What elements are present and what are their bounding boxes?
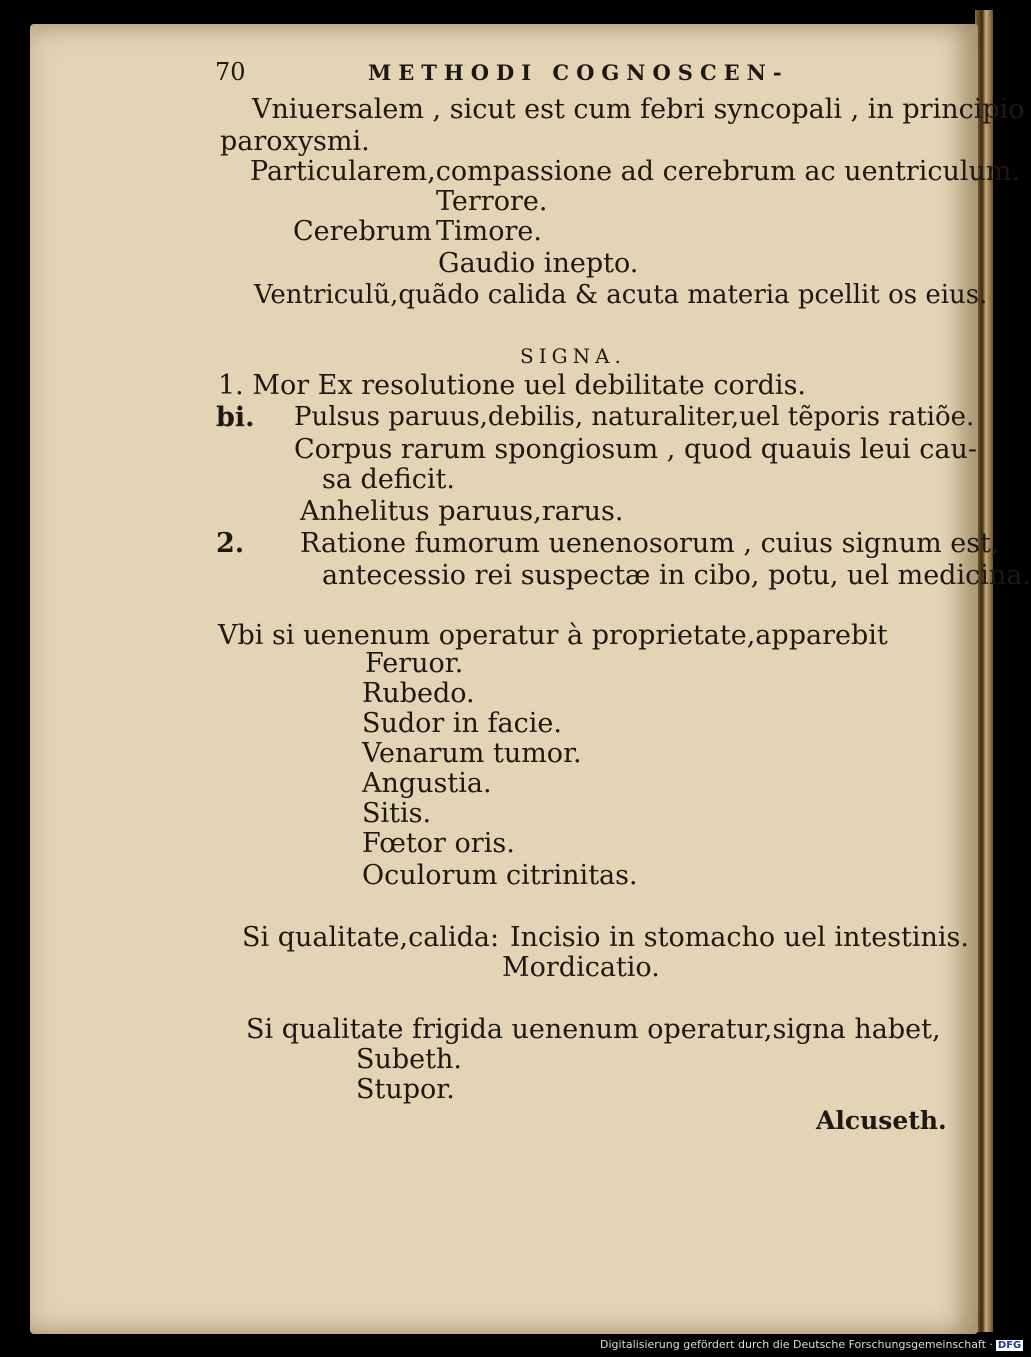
text-line: Sitis. [362,798,432,829]
text-line: Ventriculũ,quãdo calida & acuta materia pcellit os eius. [254,280,988,310]
text-line: Si qualitate frigida uenenum operatur,signa habet, [246,1014,941,1045]
text-line: Fœtor oris. [362,828,515,859]
text-line: Corpus rarum spongiosum , quod quauis leui cau- [294,434,977,465]
text-line: Pulsus paruus,debilis, naturaliter,uel tẽporis ratiõe. [294,402,975,432]
text-line: Rubedo. [362,678,475,709]
page-number: 70 [215,58,246,86]
text-line: paroxysmi. [220,126,370,157]
text-line: 2. [216,528,245,559]
text-line: Cerebrum [293,216,432,247]
text-line: Incisio in stomacho uel intestinis. [510,922,969,953]
text-line: Particularem,compassione ad cerebrum ac uentriculum. [250,156,1021,187]
digitization-footer [600,1338,1023,1351]
text-line: Stupor. [356,1074,455,1105]
text-line: Venarum tumor. [362,738,582,769]
text-line: Vbi si uenenum operatur à proprietate,apparebit [218,620,888,651]
running-title: METHODI COGNOSCEN- [368,60,789,85]
text-line: Ratione fumorum uenenosorum , cuius signum est, [300,528,1000,559]
catchword: Alcuseth. [816,1106,947,1135]
text-line: Gaudio inepto. [438,248,639,279]
text-line: sa deficit. [322,464,455,495]
text-line: Subeth. [356,1044,462,1075]
text-line: bi. [216,402,255,433]
section-heading: SIGNA. [520,344,626,368]
text-line: Angustia. [362,768,492,799]
dfg-logo: DFG [997,1340,1022,1351]
text-line: Oculorum citrinitas. [362,860,638,891]
text-line: Vniuersalem , sicut est cum febri syncopali , in principio [252,94,1025,125]
text-line: antecessio rei suspectæ in cibo, potu, uel medicina. [322,560,1031,591]
text-line: Si qualitate,calida: [242,922,500,953]
text-line: Sudor in facie. [362,708,562,739]
text-line: Terrore. [436,186,548,217]
text-line: Anhelitus paruus,rarus. [300,496,624,527]
text-line: Mordicatio. [502,952,660,983]
text-line: Timore. [436,216,542,247]
text-line: 1. Mor Ex resolutione uel debilitate cordis. [218,370,807,401]
text-line: Feruor. [365,648,464,679]
footer-text: Digitalisierung gefördert durch die Deutsche Forschungsgemeinschaft · [600,1338,993,1351]
